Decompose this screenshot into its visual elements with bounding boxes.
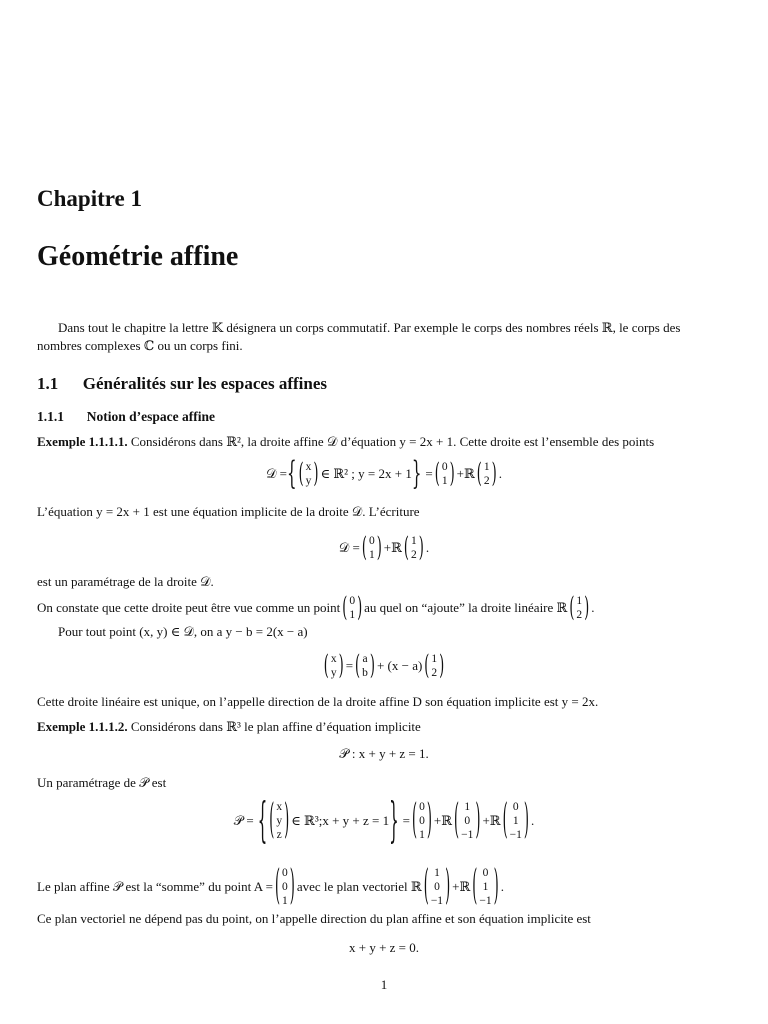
section-heading [37,374,327,394]
example-1-intro [37,434,654,450]
page-number: 1 [380,977,388,992]
pour-tout-line: Pour tout point (x, y) ∈ 𝒟, on a y − b = 2(x − a) [58,624,308,639]
eq-condition: ∈ ℝ² ; y = 2x + 1 [320,466,412,481]
plus-r: +ℝ [456,466,475,481]
vector-1-2: ( 1 2 ) [476,458,497,490]
chapter-label: Chapitre 1 [37,186,142,211]
equation-d-set: 𝒟 = { ( x y ) ∈ ℝ² ; y = 2x + 1 } = ( 0 1 ) +ℝ ( 1 2 ) . [266,454,502,492]
implicit-equation-line: L’équation y = 2x + 1 est une équation implicite de la droite 𝒟. L’écriture [37,504,420,519]
constate-line: On constate que cette droite peut être vue comme un point ( 0 1 ) au quel on “ajoute” la droite linéaire ℝ ( 1 2 ) . [37,592,595,624]
vector-xy: ( x y ) [298,458,319,490]
section-number: 1.1 [37,374,59,393]
somme-line: Le plan affine 𝒫 est la “somme” du point A = ( 0 0 1 ) avec le plan vectoriel ℝ ( 1 0 −1 ) +ℝ ( 0 1 −1 ) . [37,863,504,911]
equation-d-param: 𝒟 = ( 0 1 ) +ℝ ( 1 2 ) . [338,532,430,564]
equation-xy: ( x y ) = ( a b ) + (x − a) ( 1 2 ) [323,650,445,682]
example-2-label: Exemple 1.1.1.2. [37,719,128,734]
intro-line-1: Dans tout le chapitre la lettre 𝕂 désignera un corps commutatif. Par exemple le corps des nombres réels ℝ, le corps des [58,320,681,335]
direction-line: Cette droite linéaire est unique, on l’appelle direction de la droite affine D son équation implicite est y = 2x. [37,694,599,709]
example-1-text: Considérons dans ℝ², la droite affine 𝒟 d’équation y = 2x + 1. Cette droite est l’ensemble des points [130,434,655,449]
intro-line-2: nombres complexes ℂ ou un corps fini. [37,338,243,353]
vect-line: Ce plan vectoriel ne dépend pas du point, on l’appelle direction du plan affine et son équation implicite est [37,911,591,926]
subsection-number: 1.1.1 [37,409,64,424]
eq-lhs: 𝒟 = [266,466,288,481]
example-1-label: Exemple 1.1.1.1. [37,434,128,449]
eq-sign: = [425,466,433,481]
subsection-heading [37,409,215,425]
equation-plane-param: 𝒫 = { ( x y z ) ∈ ℝ³;x + y + z = 1 } = ( 0 0 1 ) +ℝ ( 1 0 −1 ) +ℝ ( 0 1 −1 ) . [233,790,535,849]
section-title: Généralités sur les espaces affines [82,374,328,393]
param-label-line: Un paramétrage de 𝒫 est [37,775,167,790]
example-2-text: Considérons dans ℝ³ le plan affine d’équation implicite [130,719,421,734]
param-line: est un paramétrage de la droite 𝒟. [37,574,214,589]
chapter-title: Géométrie affine [37,241,239,272]
equation-plane-implicit: 𝒫 : x + y + z = 1. [339,746,429,761]
equation-plane-vect: x + y + z = 0. [348,940,419,955]
subsection-title: Notion d’espace affine [86,409,215,424]
vector-0-1: ( 0 1 ) [434,458,455,490]
example-2-intro [37,719,421,735]
